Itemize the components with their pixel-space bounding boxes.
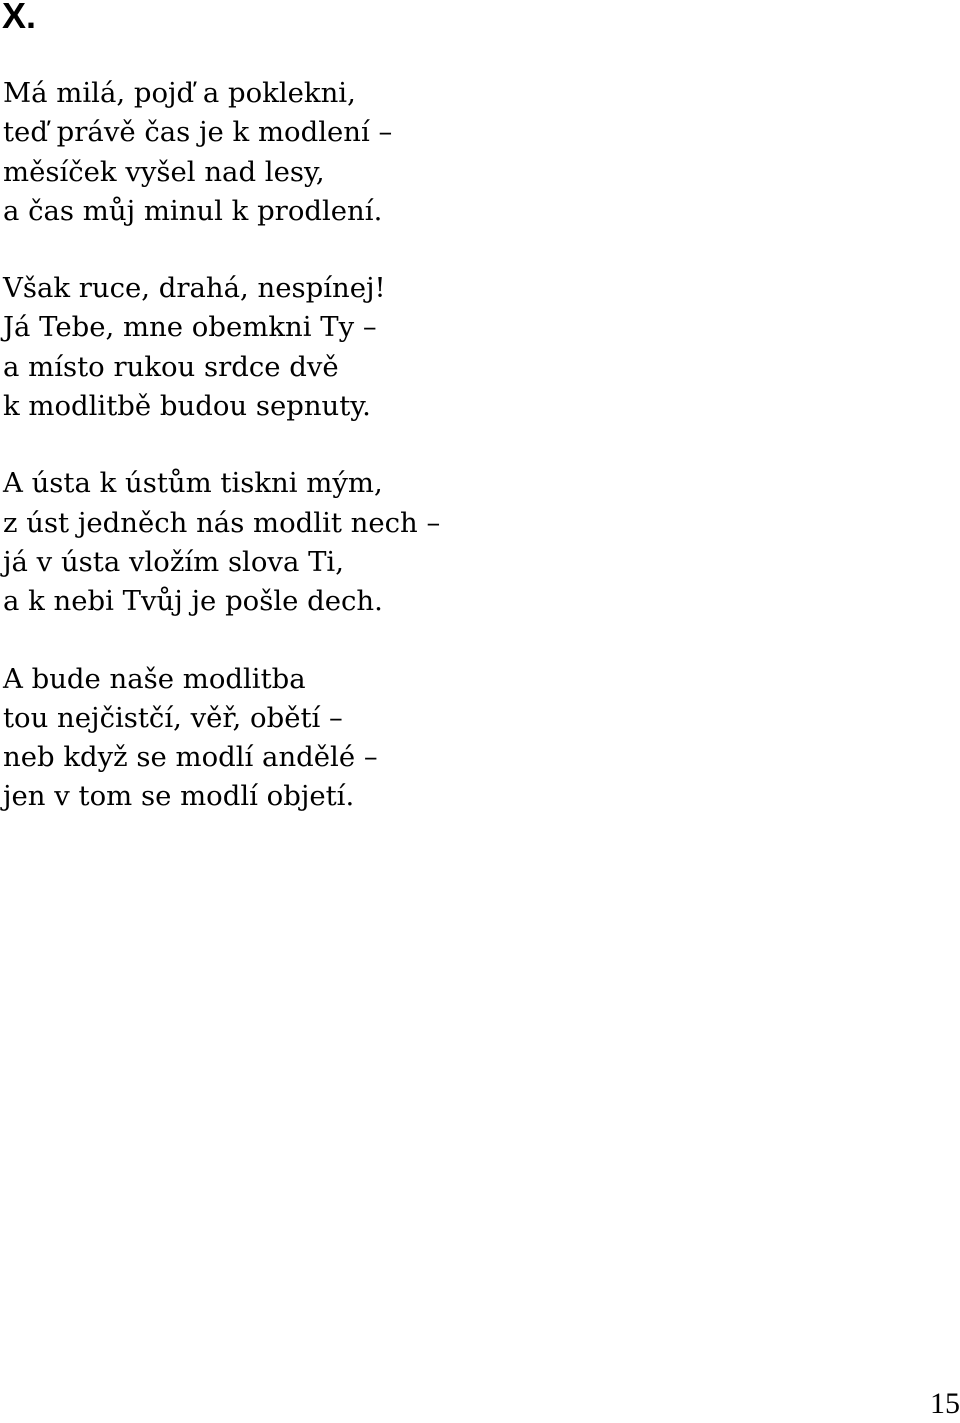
verse-line: měsíček vyšel nad lesy, bbox=[3, 155, 325, 188]
verse-line: Má milá, pojď a poklekni, bbox=[3, 77, 356, 109]
verse-line: teď právě čas je k modlení – bbox=[3, 116, 393, 149]
verse-line: neb když se modlí andělé – bbox=[3, 741, 378, 774]
stanza-2 bbox=[3, 269, 903, 426]
verse-line: Já Tebe, mne obemkni Ty – bbox=[3, 311, 377, 344]
stanza-3 bbox=[3, 464, 903, 621]
verse-line: z úst jedněch nás modlit nech – bbox=[3, 506, 441, 539]
stanza-4 bbox=[3, 660, 903, 817]
verse-line: A bude naše modlitba bbox=[3, 662, 306, 695]
verse-line: k modlitbě budou sepnuty. bbox=[3, 390, 371, 423]
page-number: 15 bbox=[930, 1387, 960, 1420]
verse-line: já v ústa vložím slova Ti, bbox=[3, 545, 344, 578]
verse-line: jen v tom se modlí objetí. bbox=[3, 780, 355, 813]
verse-line: a k nebi Tvůj je pošle dech. bbox=[3, 585, 383, 618]
poem bbox=[3, 74, 903, 855]
verse-line: Však ruce, drahá, nespínej! bbox=[3, 272, 386, 305]
verse-line: a místo rukou srdce dvě bbox=[3, 350, 339, 383]
verse-line: tou nejčistčí, věř, obětí – bbox=[3, 701, 343, 734]
stanza-1 bbox=[3, 74, 903, 231]
page-title: X. bbox=[2, 0, 37, 36]
verse-line: A ústa k ústům tiskni mým, bbox=[3, 467, 383, 500]
verse-line: a čas můj minul k prodlení. bbox=[3, 194, 383, 227]
